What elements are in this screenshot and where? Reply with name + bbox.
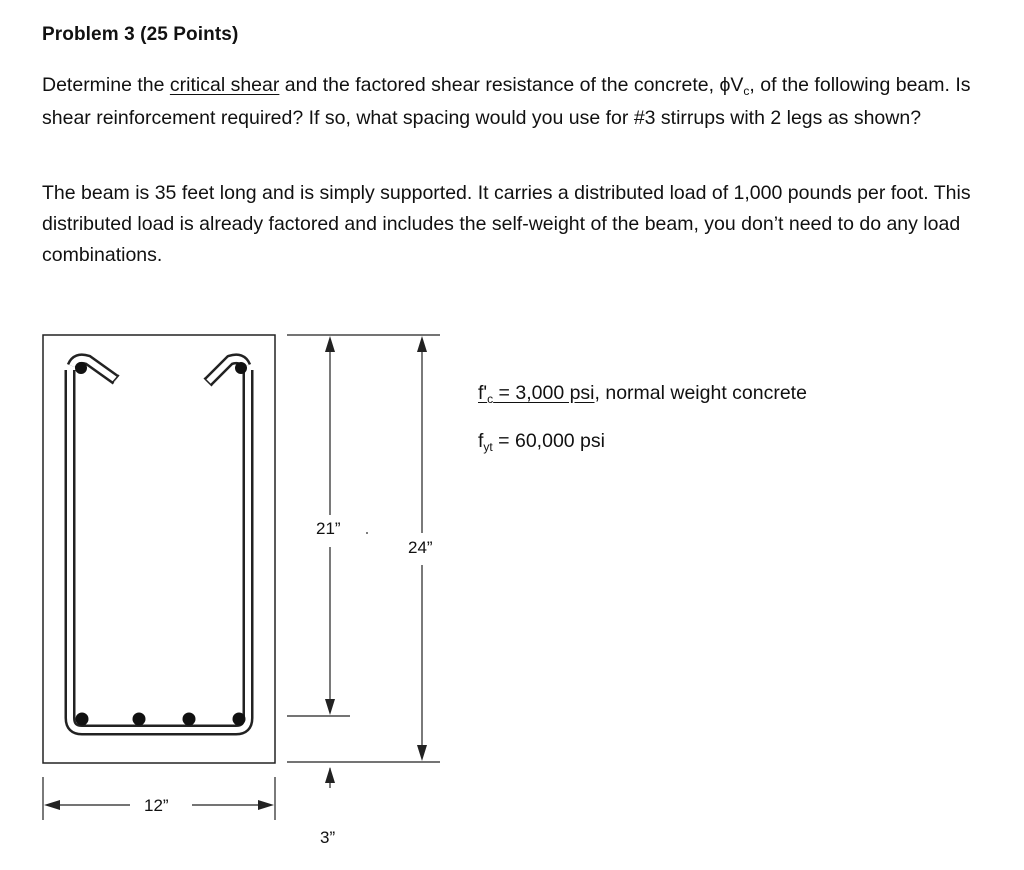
question-text-1: Determine the	[42, 74, 170, 96]
phi-vc-subscript: c	[743, 84, 750, 98]
fc-property	[478, 382, 807, 405]
problem-title: Problem 3 (25 Points)	[42, 24, 239, 45]
dim-3-arrow	[325, 767, 335, 783]
question-text-2: and the factored shear resistance of the concrete, ϕV	[279, 74, 744, 96]
question-text-3: , of the following beam. Is shear reinforcement required? If so, what spacing would you use for #3 stirrups with 2 legs as shown?	[42, 74, 971, 129]
dim-21-arrow-bottom	[325, 699, 335, 715]
top-bar-left	[75, 362, 87, 374]
bottom-bar-2	[133, 713, 146, 726]
bottom-bar-4	[233, 713, 246, 726]
dim-3-label: 3”	[320, 828, 336, 847]
given-paragraph: The beam is 35 feet long and is simply supported. It carries a distributed load of 1,000 pounds per foot. This distributed load is already factored and includes the self-weight of the beam, you don’t need to do any load combinations.	[42, 182, 971, 266]
bottom-bar-3	[183, 713, 196, 726]
fyt-subscript: yt	[483, 440, 493, 454]
fc-note: , normal weight concrete	[594, 382, 807, 404]
dim-12-arrow-right	[258, 800, 274, 810]
dim-24-arrow-top	[417, 336, 427, 352]
fyt-value: = 60,000 psi	[492, 430, 605, 452]
fyt-property	[478, 430, 605, 453]
question-paragraph	[42, 70, 1017, 134]
bottom-bar-1	[76, 713, 89, 726]
dim-24-arrow-bottom	[417, 745, 427, 761]
fc-symbol: f'	[478, 382, 488, 404]
stirrup-outer	[70, 370, 248, 730]
fyt-symbol: f	[478, 430, 484, 452]
critical-shear-term: critical shear	[169, 74, 280, 96]
dim-21-arrow-top	[325, 336, 335, 352]
stirrup-inner	[70, 370, 248, 730]
top-bar-right	[235, 362, 247, 374]
fc-underlined	[478, 382, 595, 404]
dim-21-label: 21”	[316, 519, 341, 538]
concrete-section-outline	[43, 335, 275, 763]
fc-subscript: c	[487, 392, 494, 406]
fc-value: = 3,000 psi	[493, 382, 595, 404]
dim-24-label: 24”	[408, 538, 433, 557]
dim-12-label: 12”	[144, 796, 169, 815]
dim-12-arrow-left	[44, 800, 60, 810]
stray-dot	[366, 532, 368, 534]
